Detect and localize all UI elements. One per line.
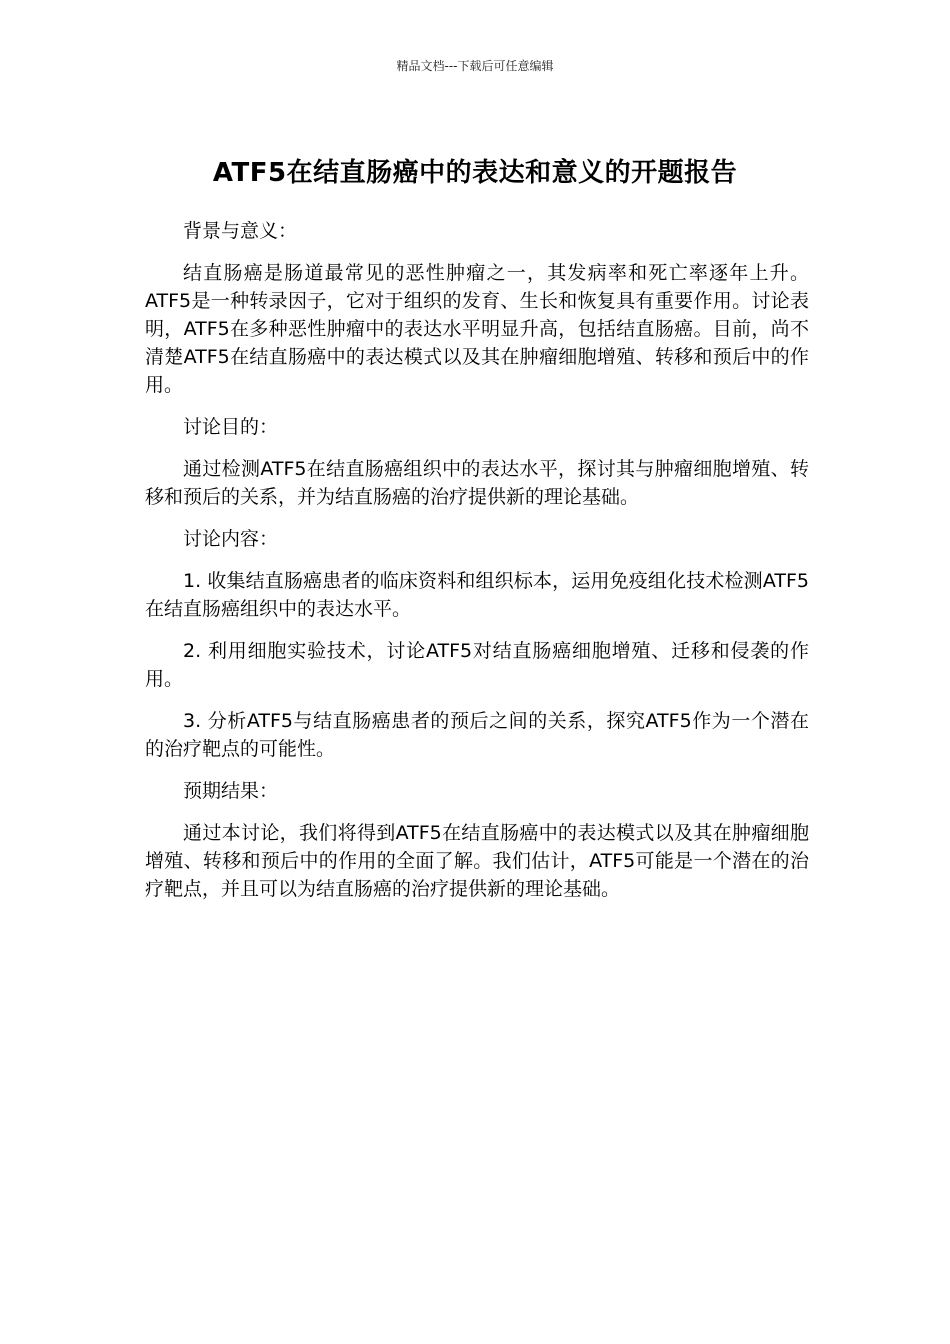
purpose-heading: 讨论目的： xyxy=(183,416,279,438)
content-item-3: 3. 分析ATF5与结直肠癌患者的预后之间的关系，探究ATF5作为一个潜在的治疗靶点的可能性。 xyxy=(145,710,809,760)
content-heading: 讨论内容： xyxy=(183,528,279,550)
results-heading: 预期结果： xyxy=(183,780,279,802)
document-title: ATF5在结直肠癌中的表达和意义的开题报告 xyxy=(212,158,738,189)
results-paragraph: 通过本讨论，我们将得到ATF5在结直肠癌中的表达模式以及其在肿瘤细胞增殖、转移和预后中的作用的全面了解。我们估计，ATF5可能是一个潜在的治疗靶点，并且可以为结直肠癌的治疗提供新的理论基础。 xyxy=(145,822,809,900)
background-heading: 背景与意义： xyxy=(183,220,298,242)
header-note: 精品文档---下载后可任意编辑 xyxy=(396,59,554,73)
background-paragraph: 结直肠癌是肠道最常见的恶性肿瘤之一，其发病率和死亡率逐年上升。ATF5是一种转录因子，它对于组织的发育、生长和恢复具有重要作用。讨论表明，ATF5在多种恶性肿瘤中的表达水平明显升高，包括结直肠癌。目前，尚不清楚ATF5在结直肠癌中的表达模式以及其在肿瘤细胞增殖、转移和预后中的作用。 xyxy=(145,262,809,396)
purpose-paragraph: 通过检测ATF5在结直肠癌组织中的表达水平，探讨其与肿瘤细胞增殖、转移和预后的关系，并为结直肠癌的治疗提供新的理论基础。 xyxy=(145,458,809,508)
content-item-2: 2. 利用细胞实验技术，讨论ATF5对结直肠癌细胞增殖、迁移和侵袭的作用。 xyxy=(145,640,809,690)
content-item-1: 1. 收集结直肠癌患者的临床资料和组织标本，运用免疫组化技术检测ATF5在结直肠癌组织中的表达水平。 xyxy=(145,570,809,620)
document-body xyxy=(145,217,809,917)
